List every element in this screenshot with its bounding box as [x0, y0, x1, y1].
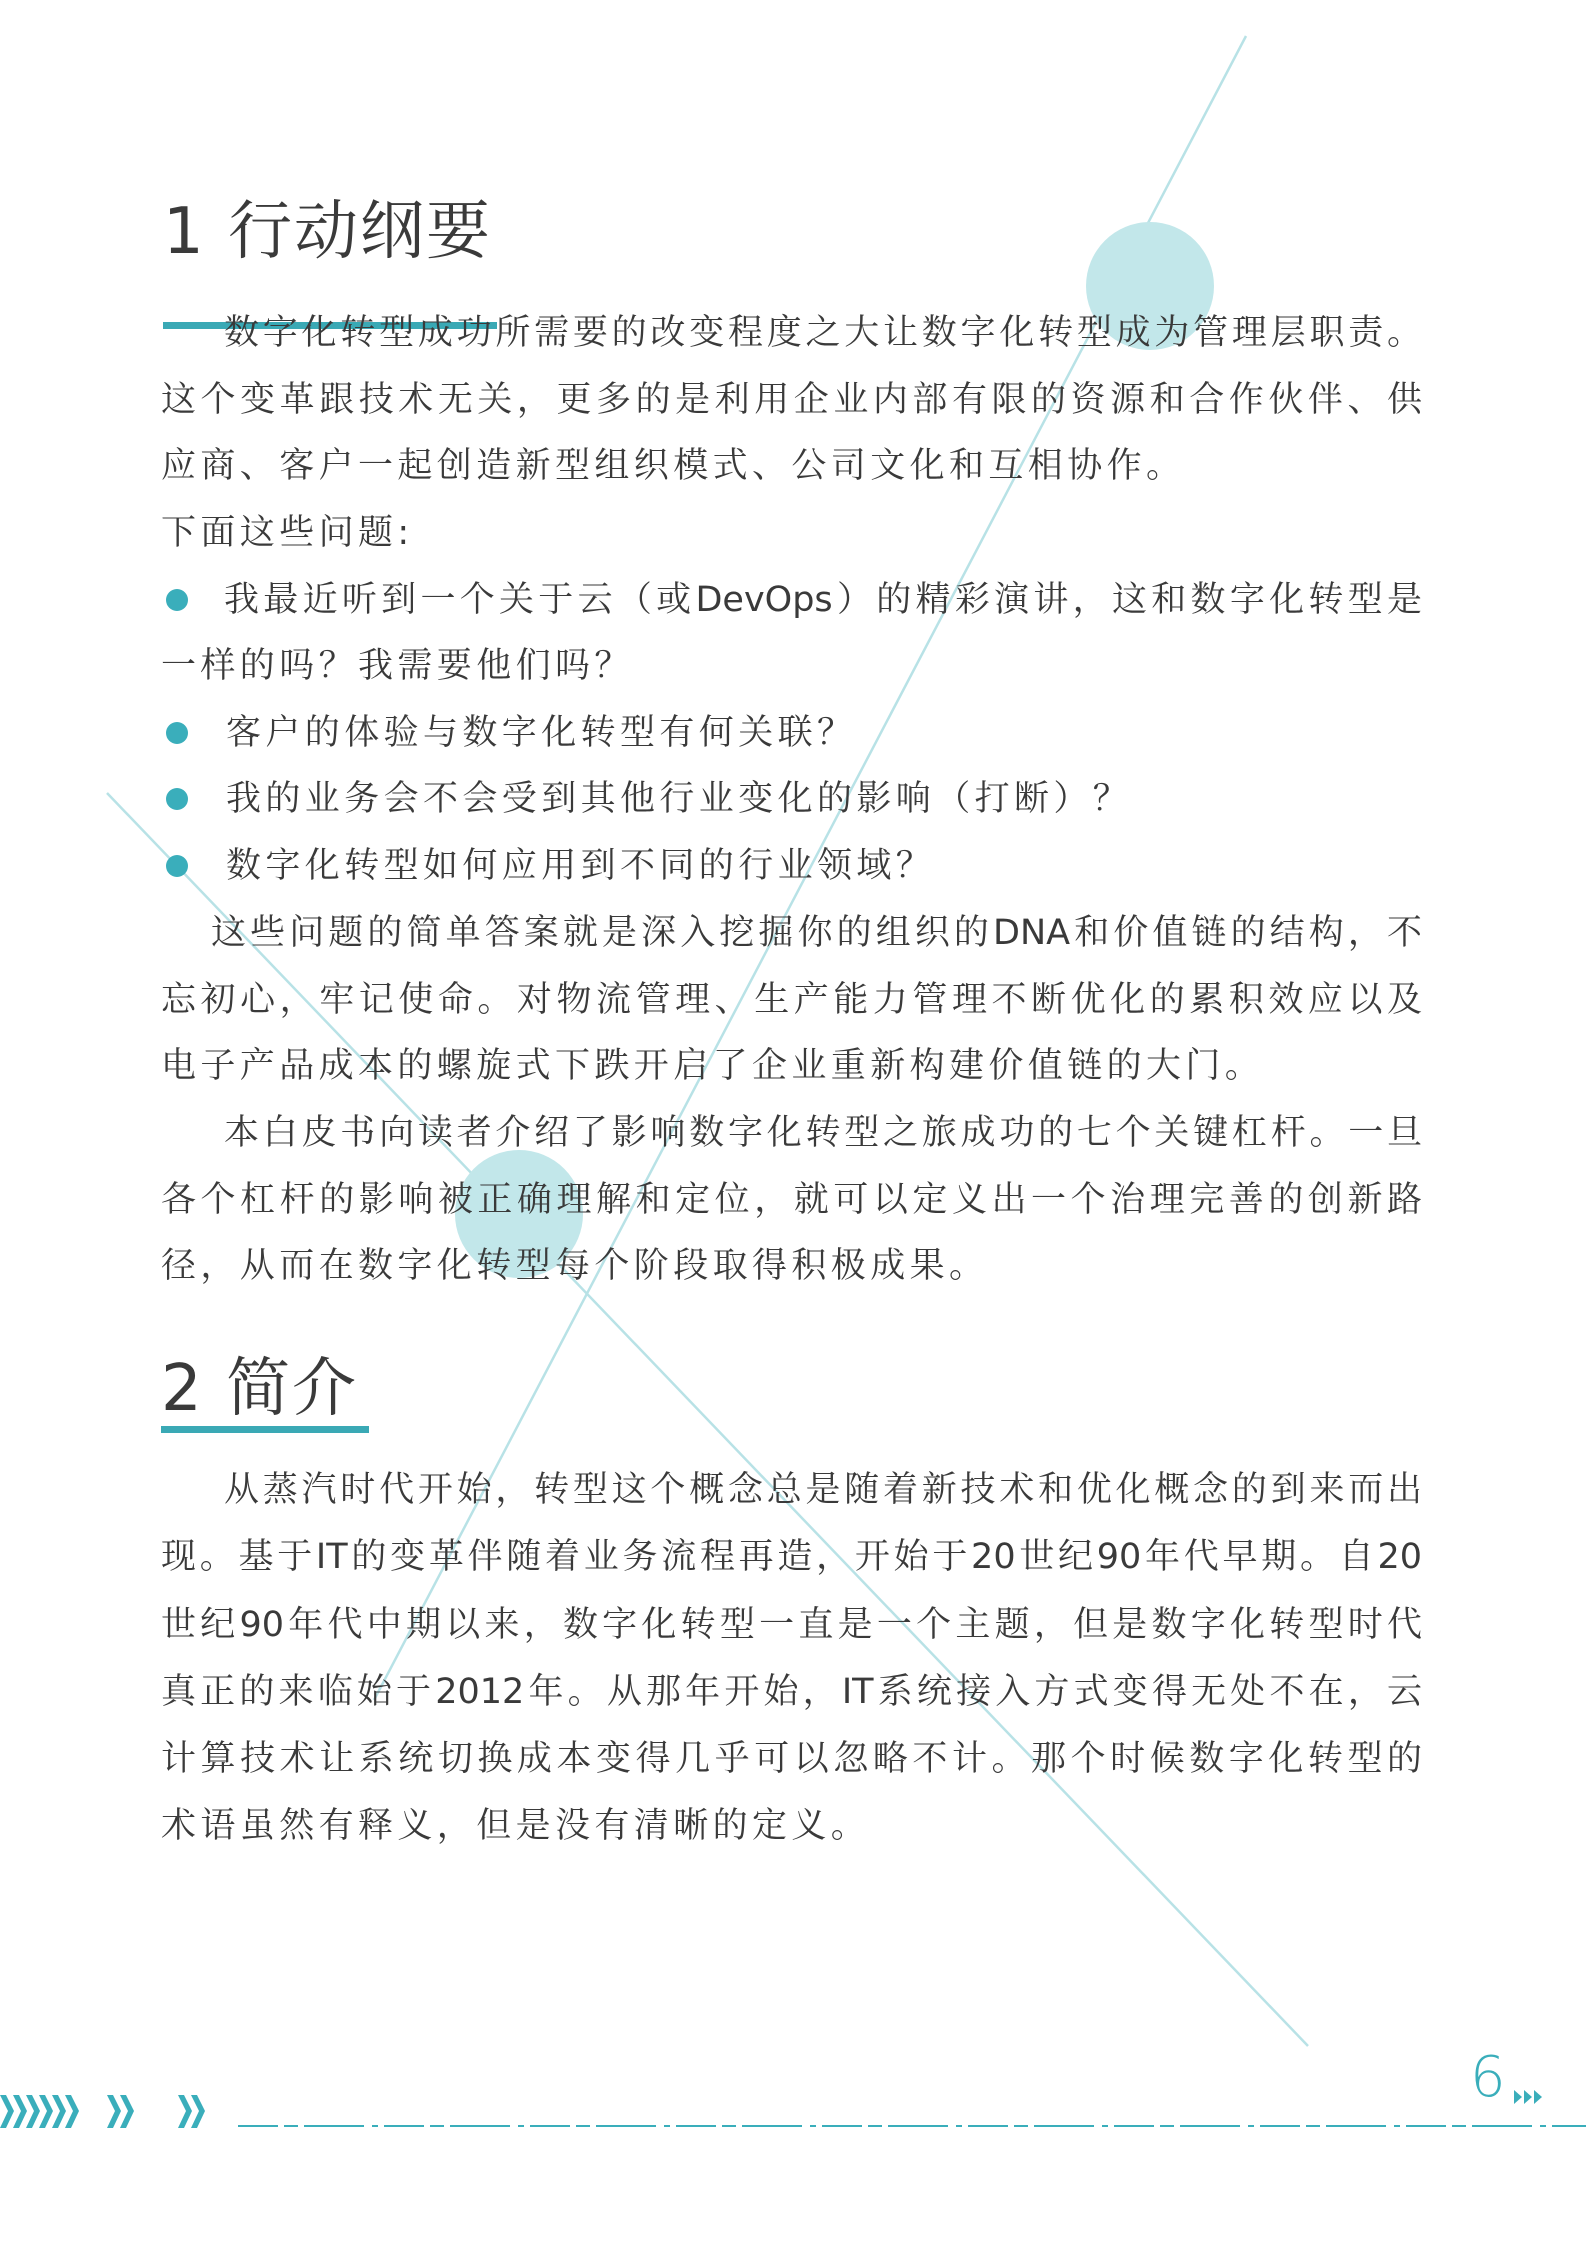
bullet-item-1-cont: 一样的吗？我需要他们吗？ [161, 646, 634, 686]
paragraph-line: 各个杠杆的影响被正确理解和定位，就可以定义出一个治理完善的创新路 [161, 1180, 1422, 1220]
questions-intro: 下面这些问题: [161, 513, 414, 553]
paragraph-line: 现。基于IT的变革伴随着业务流程再造，开始于20世纪90年代早期。自20 [161, 1537, 1422, 1577]
paragraph-line: 数字化转型成功所需要的改变程度之大让数字化转型成为管理层职责。 [224, 313, 1422, 353]
paragraph-line: 电子产品成本的螺旋式下跌开启了企业重新构建价值链的大门。 [161, 1046, 1265, 1086]
paragraph-line: 术语虽然有释义，但是没有清晰的定义。 [161, 1806, 871, 1846]
paragraph-line: 真正的来临始于2012年。从那年开始，IT系统接入方式变得无处不在，云 [161, 1672, 1422, 1712]
paragraph-line: 从蒸汽时代开始，转型这个概念总是随着新技术和优化概念的到来而出 [224, 1470, 1422, 1510]
paragraph-line: 本白皮书向读者介绍了影响数字化转型之旅成功的七个关键杠杆。一旦 [224, 1113, 1422, 1153]
page-arrows-icon [1514, 2090, 1542, 2104]
bullet-dot [166, 788, 188, 810]
bullet-item-3: 我的业务会不会受到其他行业变化的影响（打断）？ [226, 779, 1133, 819]
paragraph-line: 计算技术让系统切换成本变得几乎可以忽略不计。那个时候数字化转型的 [161, 1739, 1422, 1779]
section-2-underline [161, 1426, 369, 1433]
paragraph-line: 这些问题的简单答案就是深入挖掘你的组织的DNA和价值链的结构，不 [211, 913, 1422, 953]
bullet-dot [166, 855, 188, 877]
paragraph-line: 世纪90年代中期以来，数字化转型一直是一个主题，但是数字化转型时代 [161, 1605, 1422, 1645]
page-number: 6 [1470, 2045, 1506, 2110]
bullet-dot [166, 722, 188, 744]
section-1-heading: 1 行动纲要 [163, 195, 493, 269]
paragraph-line: 这个变革跟技术无关，更多的是利用企业内部有限的资源和合作伙伴、供 [161, 380, 1422, 420]
bullet-item-1: 我最近听到一个关于云（或DevOps）的精彩演讲，这和数字化转型是 [224, 580, 1422, 620]
bullet-dot [166, 589, 188, 611]
bullet-item-2: 客户的体验与数字化转型有何关联？ [226, 713, 857, 753]
paragraph-line: 径，从而在数字化转型每个阶段取得积极成果。 [161, 1246, 989, 1286]
bullet-item-4: 数字化转型如何应用到不同的行业领域？ [226, 846, 936, 886]
footer-chevrons-icon [0, 2095, 205, 2128]
paragraph-line: 忘初心，牢记使命。对物流管理、生产能力管理不断优化的累积效应以及 [161, 980, 1422, 1020]
section-2-heading: 2 简介 [161, 1352, 359, 1426]
paragraph-line: 应商、客户一起创造新型组织模式、公司文化和互相协作。 [161, 446, 1186, 486]
